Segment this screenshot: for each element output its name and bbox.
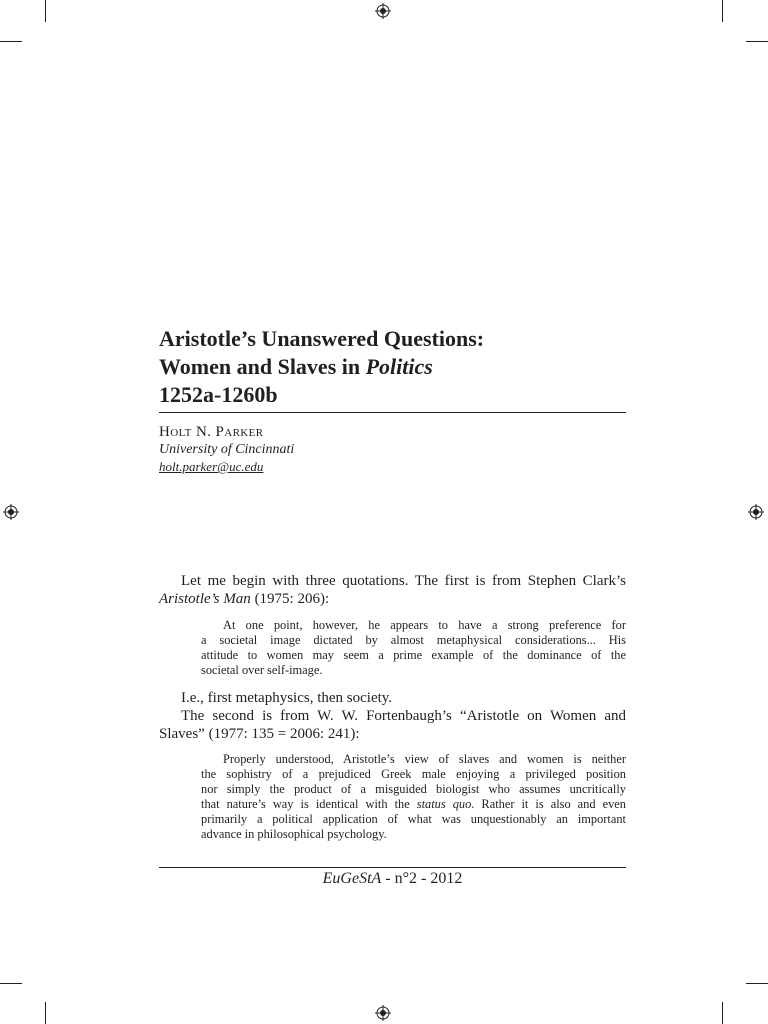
- quote-2-line-2: the sophistry of a prejudiced Greek male enjoying a privileged position: [201, 767, 626, 781]
- quote-2-line-6: advance in philosophical psychology.: [201, 827, 387, 841]
- registration-mark-icon: [3, 504, 19, 520]
- title-line-2: [159, 353, 639, 381]
- quote-2-line-5: primarily a political application of what was unquestionably an important: [201, 812, 626, 826]
- quote-2-line-4: [201, 797, 626, 813]
- crop-mark-bottom-left: [45, 1002, 46, 1024]
- quote-2-line-4-suffix: . Rather it is also and even: [471, 797, 626, 811]
- title-line-2-italic: Politics: [365, 354, 433, 379]
- crop-mark-bottom-right: [746, 983, 768, 984]
- paragraph-3-line-1: The second is from W. W. Fortenbaugh’s “Aristotle on Women and: [181, 708, 626, 724]
- quote-1-line-4: societal over self-image.: [201, 663, 323, 677]
- quote-1-line-2: a societal image dictated by almost metaphysical considerations... His: [201, 633, 626, 647]
- quote-1-line-3: attitude to women may seem a prime example of the dominance of the: [201, 648, 626, 662]
- registration-mark-icon: [375, 3, 391, 19]
- quote-2-line-1: Properly understood, Aristotle’s view of slaves and women is neither: [223, 752, 626, 766]
- crop-mark-bottom-right: [722, 1002, 723, 1024]
- crop-mark-top-right: [746, 41, 768, 42]
- author-email-link[interactable]: holt.parker@uc.edu: [159, 459, 264, 474]
- footer-rule: [159, 867, 626, 868]
- paragraph-1-line-2-text: (1975: 206):: [250, 591, 330, 607]
- paragraph-2: I.e., first metaphysics, then society.: [181, 690, 393, 706]
- crop-mark-top-left: [0, 41, 22, 42]
- title-line-1: Aristotle’s Unanswered Questions:: [159, 326, 485, 351]
- title-line-3: 1252a-1260b: [159, 382, 278, 407]
- journal-name: EuGeStA: [322, 870, 382, 887]
- quote-2-line-4-text: that nature’s way is identical with the: [201, 797, 417, 811]
- registration-mark-icon: [748, 504, 764, 520]
- author-name: Holt N. Parker: [159, 424, 264, 440]
- article-title: [159, 325, 639, 409]
- author-affiliation: University of Cincinnati: [159, 442, 295, 457]
- registration-mark-icon: [375, 1005, 391, 1021]
- title-line-2-text: Women and Slaves in: [159, 354, 366, 379]
- quote-2-line-3: nor simply the product of a misguided biologist who assumes uncritically: [201, 782, 626, 796]
- crop-mark-top-left: [45, 0, 46, 22]
- journal-footer: [159, 869, 626, 889]
- journal-issue: - n°2 - 2012: [381, 870, 463, 887]
- crop-mark-bottom-left: [0, 983, 22, 984]
- book-title-aristotles-man: Aristotle’s Man: [159, 591, 251, 607]
- paragraph-1-line-1: Let me begin with three quotations. The first is from Stephen Clark’s: [181, 573, 626, 589]
- crop-mark-top-right: [722, 0, 723, 22]
- quote-1-line-1: At one point, however, he appears to have a strong preference for: [223, 618, 626, 632]
- paragraph-1-line-2: [159, 590, 329, 608]
- paragraph-3-line-2: Slaves” (1977: 135 = 2006: 241):: [159, 726, 360, 742]
- status-quo-italic: status quo: [416, 797, 472, 811]
- title-rule: [159, 412, 626, 413]
